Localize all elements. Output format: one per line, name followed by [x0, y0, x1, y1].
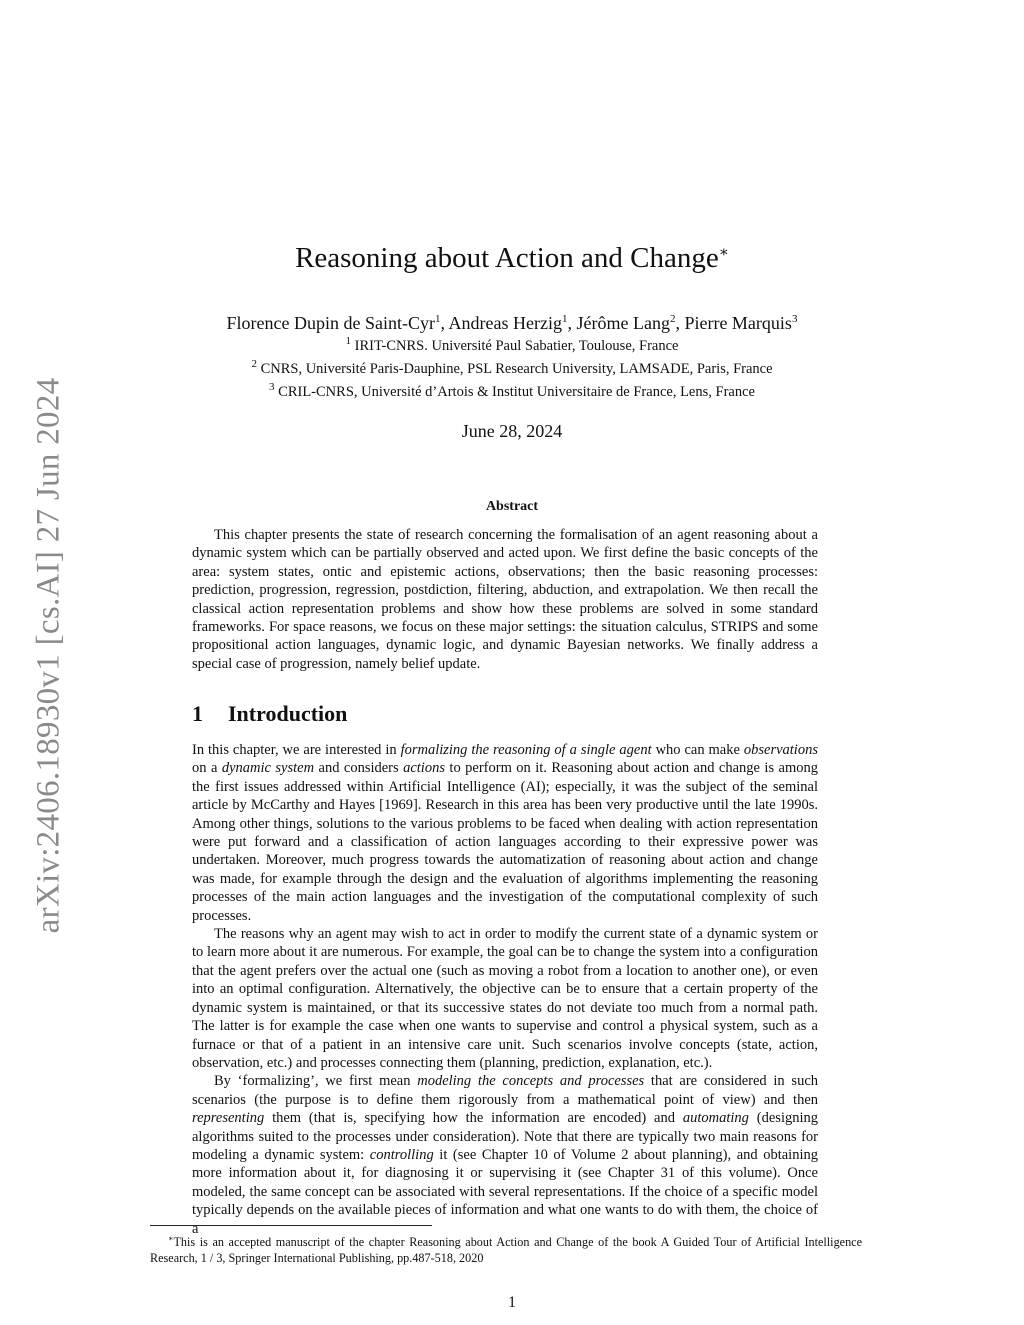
footnote	[150, 1231, 862, 1266]
publication-date: June 28, 2024	[461, 421, 563, 441]
emphasis-text: controlling	[369, 1146, 434, 1163]
author: Jérôme Lang$^2$,	[576, 313, 685, 333]
section-number: 1	[192, 701, 203, 726]
paragraph-text: In this chapter, we are interested in	[192, 742, 401, 758]
emphasis-text: dynamic system	[221, 760, 315, 777]
paragraph-text: The reasons why an agent may wish to act in order to modify the current state of a dynamic system or to learn more about it are numerous. For example, the goal can be to change the system into a configuration that the agent prefers over the actual one (such as moving a robot from a location to another one), or even into an optimal configuration. Alternatively, the objective can be to ensure that a certain property of the dynamic system is maintained, or that its successive states do not deviate too much from a normal path. The latter is for example the case when one wants to supervise and control a physical system, such as a furnace or that of a patient in an intensive care unit. Such scenarios involve concepts (state, action, observation, etc.) and processes connecting them (planning, prediction, explanation, etc.).	[192, 926, 818, 1071]
author-list	[0, 312, 1024, 334]
footnote-text: This is an accepted manuscript of the chapter Reasoning about Action and Change of the book A Guided Tour of Artificial Intelligence Research, 1 / 3, Springer International Publishing, pp.487-518, 2020	[150, 1235, 862, 1265]
paragraph-text: that are considered in such scenarios (the purpose is to define them rigorously from a mathematical point of view) and then	[192, 1073, 819, 1108]
emphasis-text: automating	[682, 1110, 749, 1127]
affiliation-3: $^3$ CRIL-CNRS, Université d’Artois & Institut Universitaire de France, Lens, France	[269, 381, 755, 400]
emphasis-text: actions	[403, 760, 445, 777]
paragraph-text: (designing algorithms suited to the processes under consideration). Note that there are typically two main reasons for modeling a dynamic system:	[192, 1110, 818, 1163]
abstract-heading: Abstract	[485, 499, 539, 514]
affiliation-2: $^2$ CNRS, Université Paris-Dauphine, PSL Research University, LAMSADE, Paris, France	[251, 358, 773, 377]
paragraph-text: and considers	[314, 760, 404, 777]
emphasis-text: formalizing the reasoning of a single agent	[400, 742, 652, 758]
emphasis-text: representing	[192, 1110, 265, 1127]
body-paragraph	[192, 925, 818, 1072]
title-footnote-mark: ∗	[718, 244, 729, 261]
paragraph-text: it (see Chapter 10 of Volume 2 about planning), and obtaining more information about it, for diagnosing it or supervising it (see Chapter 31 of this volume). Once modeled, the same concept can be associated with several representations. If the choice of a specific model typically depends on the available pieces of information and what one wants to do with them, the choice of a	[192, 1146, 818, 1237]
arxiv-sidebar-stamp	[18, 370, 80, 940]
body-paragraph	[192, 1072, 818, 1238]
paragraph-text: to perform on it. Reasoning about action and change is among the first issues addressed within Artificial Intelligence (AI); especially, it was the subject of the seminal article by McCarthy and Hayes [1969]. Research in this area has been very productive until the late 1990s. Among other things, solutions to the various problems to be faced when dealing with action representation were put forward and a classification of action languages according to their expressive power was undertaken. Moreover, much progress towards the automatization of reasoning about action and change was made, for example through the design and the evaluation of algorithms implementing the reasoning processes of the main action languages and the investigation of the computational complexity of such processes.	[192, 760, 819, 924]
abstract-text: This chapter presents the state of research concerning the formalisation of an agent reasoning about a dynamic system which can be partially observed and acted upon. We first define the basic concepts of the area: system states, ontic and epistemic actions, observations; then the basic reasoning processes: prediction, progression, regression, postdiction, filtering, abduction, and extrapolation. We then recall the classical action representation problems and show how these problems are solved in some standard frameworks. For space reasons, we focus on these major settings: the situation calculus, STRIPS and some propositional action languages, dynamic logic, and dynamic Bayesian networks. We finally address a special case of progression, namely belief update.	[192, 527, 818, 672]
paragraph-text: on a	[192, 760, 222, 777]
section-heading	[192, 700, 347, 728]
page-number: 1	[508, 1294, 516, 1311]
footnote-rule	[150, 1225, 432, 1226]
paragraph-text: By ‘formalizing’, we first mean	[214, 1073, 418, 1090]
arxiv-stamp-text: arXiv:2406.18930v1 [cs.AI] 27 Jun 2024	[30, 377, 67, 933]
paragraph-text: them (that is, specifying how the information are encoded) and	[264, 1110, 683, 1127]
body-text	[192, 741, 818, 1238]
title-text: Reasoning about Action and Change	[295, 242, 719, 274]
author: Andreas Herzig$^1$,	[448, 313, 577, 333]
footnote-mark: ∗	[168, 1234, 174, 1243]
author: Pierre Marquis$^3$	[684, 313, 798, 333]
body-paragraph	[192, 741, 818, 925]
paragraph-text: who can make	[651, 742, 744, 758]
emphasis-text: observations	[743, 742, 818, 758]
paper-title	[0, 240, 1024, 276]
author: Florence Dupin de Saint-Cyr$^1$,	[226, 313, 449, 333]
section-title: Introduction	[228, 701, 348, 726]
affiliation-1: $^1$ IRIT-CNRS. Université Paul Sabatier, Toulouse, France	[345, 335, 679, 354]
emphasis-text: modeling the concepts and processes	[417, 1073, 645, 1090]
